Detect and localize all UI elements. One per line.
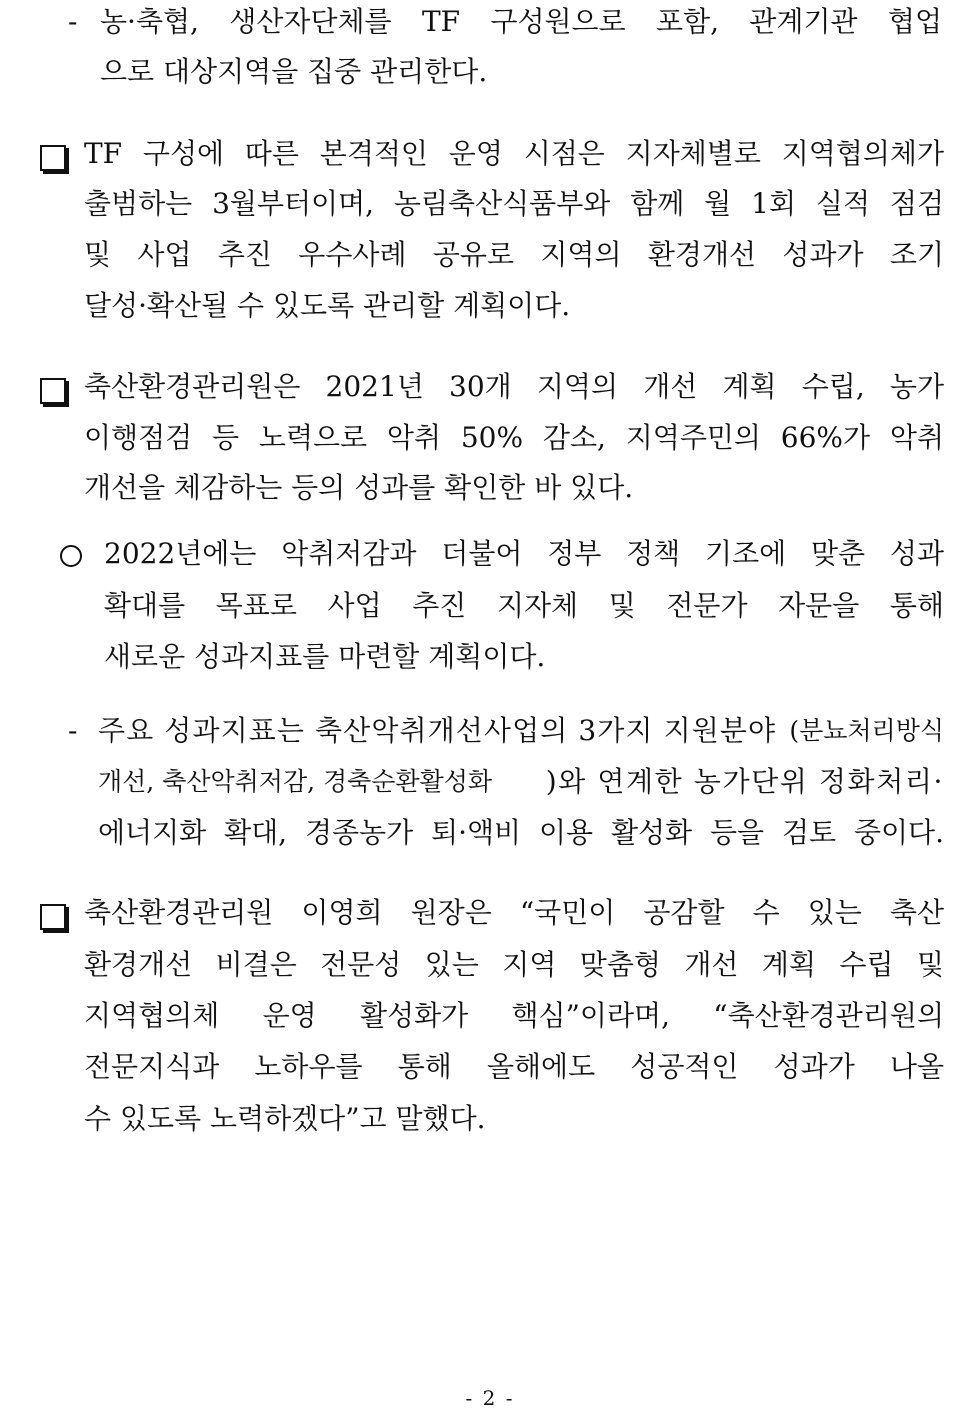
dash1-line-1: 농·축협, 생산자단체를 TF 구성원으로 포함, 관계기관 협업: [100, 5, 942, 38]
dash1-line-2: 으로 대상지역을 집중 관리한다.: [100, 55, 488, 88]
dash-marker: -: [68, 714, 78, 747]
page-number: - 2 -: [465, 1386, 515, 1410]
paragraph2-line-1: 축산환경관리원은 2021년 30개 지역의 개선 계획 수립, 농가: [84, 370, 944, 403]
paragraph3-line-1: 축산환경관리원 이영희 원장은 “국민이 공감할 수 있는 축산: [84, 896, 944, 929]
circle-item-line-1: 2022년에는 악취저감과 더불어 정부 정책 기조에 맞춘 성과: [104, 537, 944, 570]
paragraph3-line-3: 지역협의체 운영 활성화가 핵심”이라며, “축산환경관리원의: [84, 999, 944, 1032]
paragraph1-line-4: 달성·확산될 수 있도록 관리할 계획이다.: [84, 289, 571, 322]
dash2-line-2: [98, 764, 944, 800]
paragraph3-line-2: 환경개선 비결은 전문성 있는 지역 맞춤형 개선 계획 수립 및: [84, 948, 944, 981]
dash2-line-1: [98, 713, 944, 749]
paragraph1-line-1: TF 구성에 따른 본격적인 운영 시점은 지자체별로 지역협의체가: [84, 137, 944, 170]
square-bullet-icon: [40, 145, 66, 171]
paragraph2-line-2: 이행점검 등 노력으로 악취 50% 감소, 지역주민의 66%가 악취: [84, 421, 944, 454]
dash2-line-1-paren: (분뇨처리방식: [789, 716, 944, 745]
circle-item-line-3: 새로운 성과지표를 마련할 계획이다.: [104, 640, 546, 673]
dash2-line-2-paren: 개선, 축산악취저감, 경축순환활성화: [98, 767, 493, 796]
square-bullet-icon: [40, 904, 66, 930]
paragraph3-line-5: 수 있도록 노력하겠다”고 말했다.: [84, 1102, 486, 1135]
paragraph1-line-2: 출범하는 3월부터이며, 농림축산식품부와 함께 월 1회 실적 점검: [84, 187, 944, 220]
dash2-line-3: 에너지화 확대, 경종농가 퇴·액비 이용 활성화 등을 검토 중이다.: [98, 816, 944, 849]
paragraph2-line-3: 개선을 체감하는 등의 성과를 확인한 바 있다.: [84, 471, 634, 504]
dash2-line-2-main: )와 연계한 농가단위 정화처리·: [545, 765, 944, 798]
circle-bullet-icon: [60, 545, 82, 567]
dash-marker: -: [68, 5, 78, 38]
dash2-line-1-main: 주요 성과지표는 축산악취개선사업의 3가지 지원분야: [98, 714, 777, 747]
circle-item-line-2: 확대를 목표로 사업 추진 지자체 및 전문가 자문을 통해: [104, 589, 944, 622]
square-bullet-icon: [40, 378, 66, 404]
paragraph3-line-4: 전문지식과 노하우를 통해 올해에도 성공적인 성과가 나올: [84, 1050, 944, 1083]
paragraph1-line-3: 및 사업 추진 우수사례 공유로 지역의 환경개선 성과가 조기: [84, 238, 944, 271]
